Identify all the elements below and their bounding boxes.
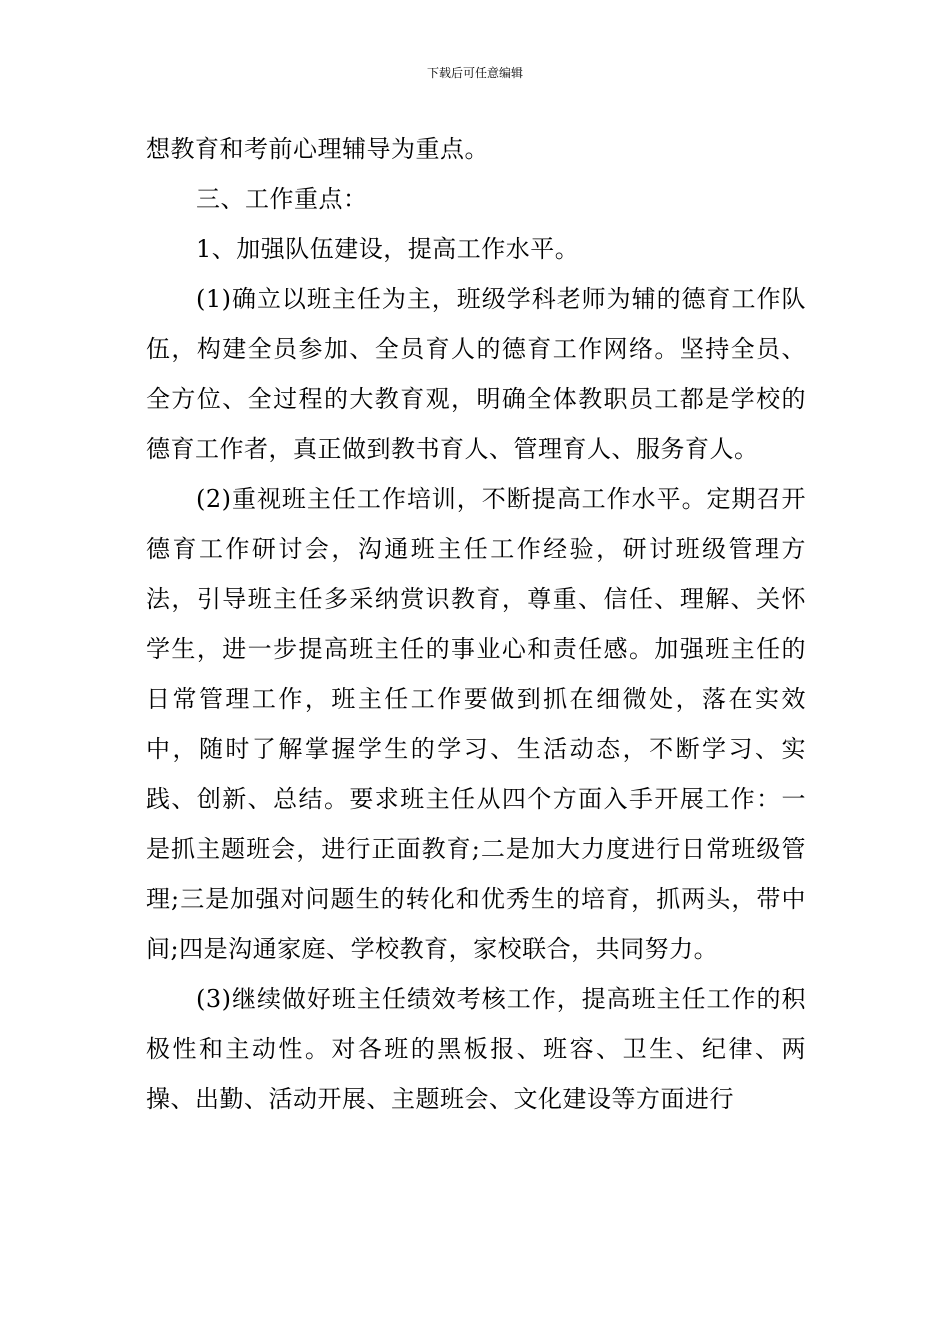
section-heading: 三、工作重点： — [196, 185, 368, 213]
paragraph: (2)重视班主任工作培训，不断提高工作水平。定期召开德育工作研讨会，沟通班主任工作经验，研讨班级管理方法，引导班主任多采纳赏识教育，尊重、信任、理解、关怀学生，进一步提高班主任的事业心和责任感。加强班主任的日常管理工作，班主任工作要做到抓在细微处，落在实效中，随时了解掌握学生的学习、生活动态，不断学习、实践、创新、总结。要求班主任从四个方面入手开展工作：一是抓主题班会，进行正面教育;二是加大力度进行日常班级管理;三是加强对问题生的转化和优秀生的培育，抓两头，带中间;四是沟通家庭、学校教育，家校联合，共同努力。 — [146, 485, 806, 963]
page-header-note: 下载后可任意编辑 — [426, 66, 523, 80]
paragraph: (3)继续做好班主任绩效考核工作，提高班主任工作的积极性和主动性。对各班的黑板报、班容、卫生、纪律、两操、出勤、活动开展、主题班会、文化建设等方面进行 — [146, 985, 806, 1113]
subsection-heading: 1、加强队伍建设，提高工作水平。 — [196, 235, 580, 263]
document-body — [146, 124, 806, 1124]
paragraph: (1)确立以班主任为主，班级学科老师为辅的德育工作队伍，构建全员参加、全员育人的德育工作网络。坚持全员、全方位、全过程的大教育观，明确全体教职员工都是学校的德育工作者，真正做到教书育人、管理育人、服务育人。 — [146, 285, 806, 463]
paragraph: 想教育和考前心理辅导为重点。 — [146, 135, 489, 163]
